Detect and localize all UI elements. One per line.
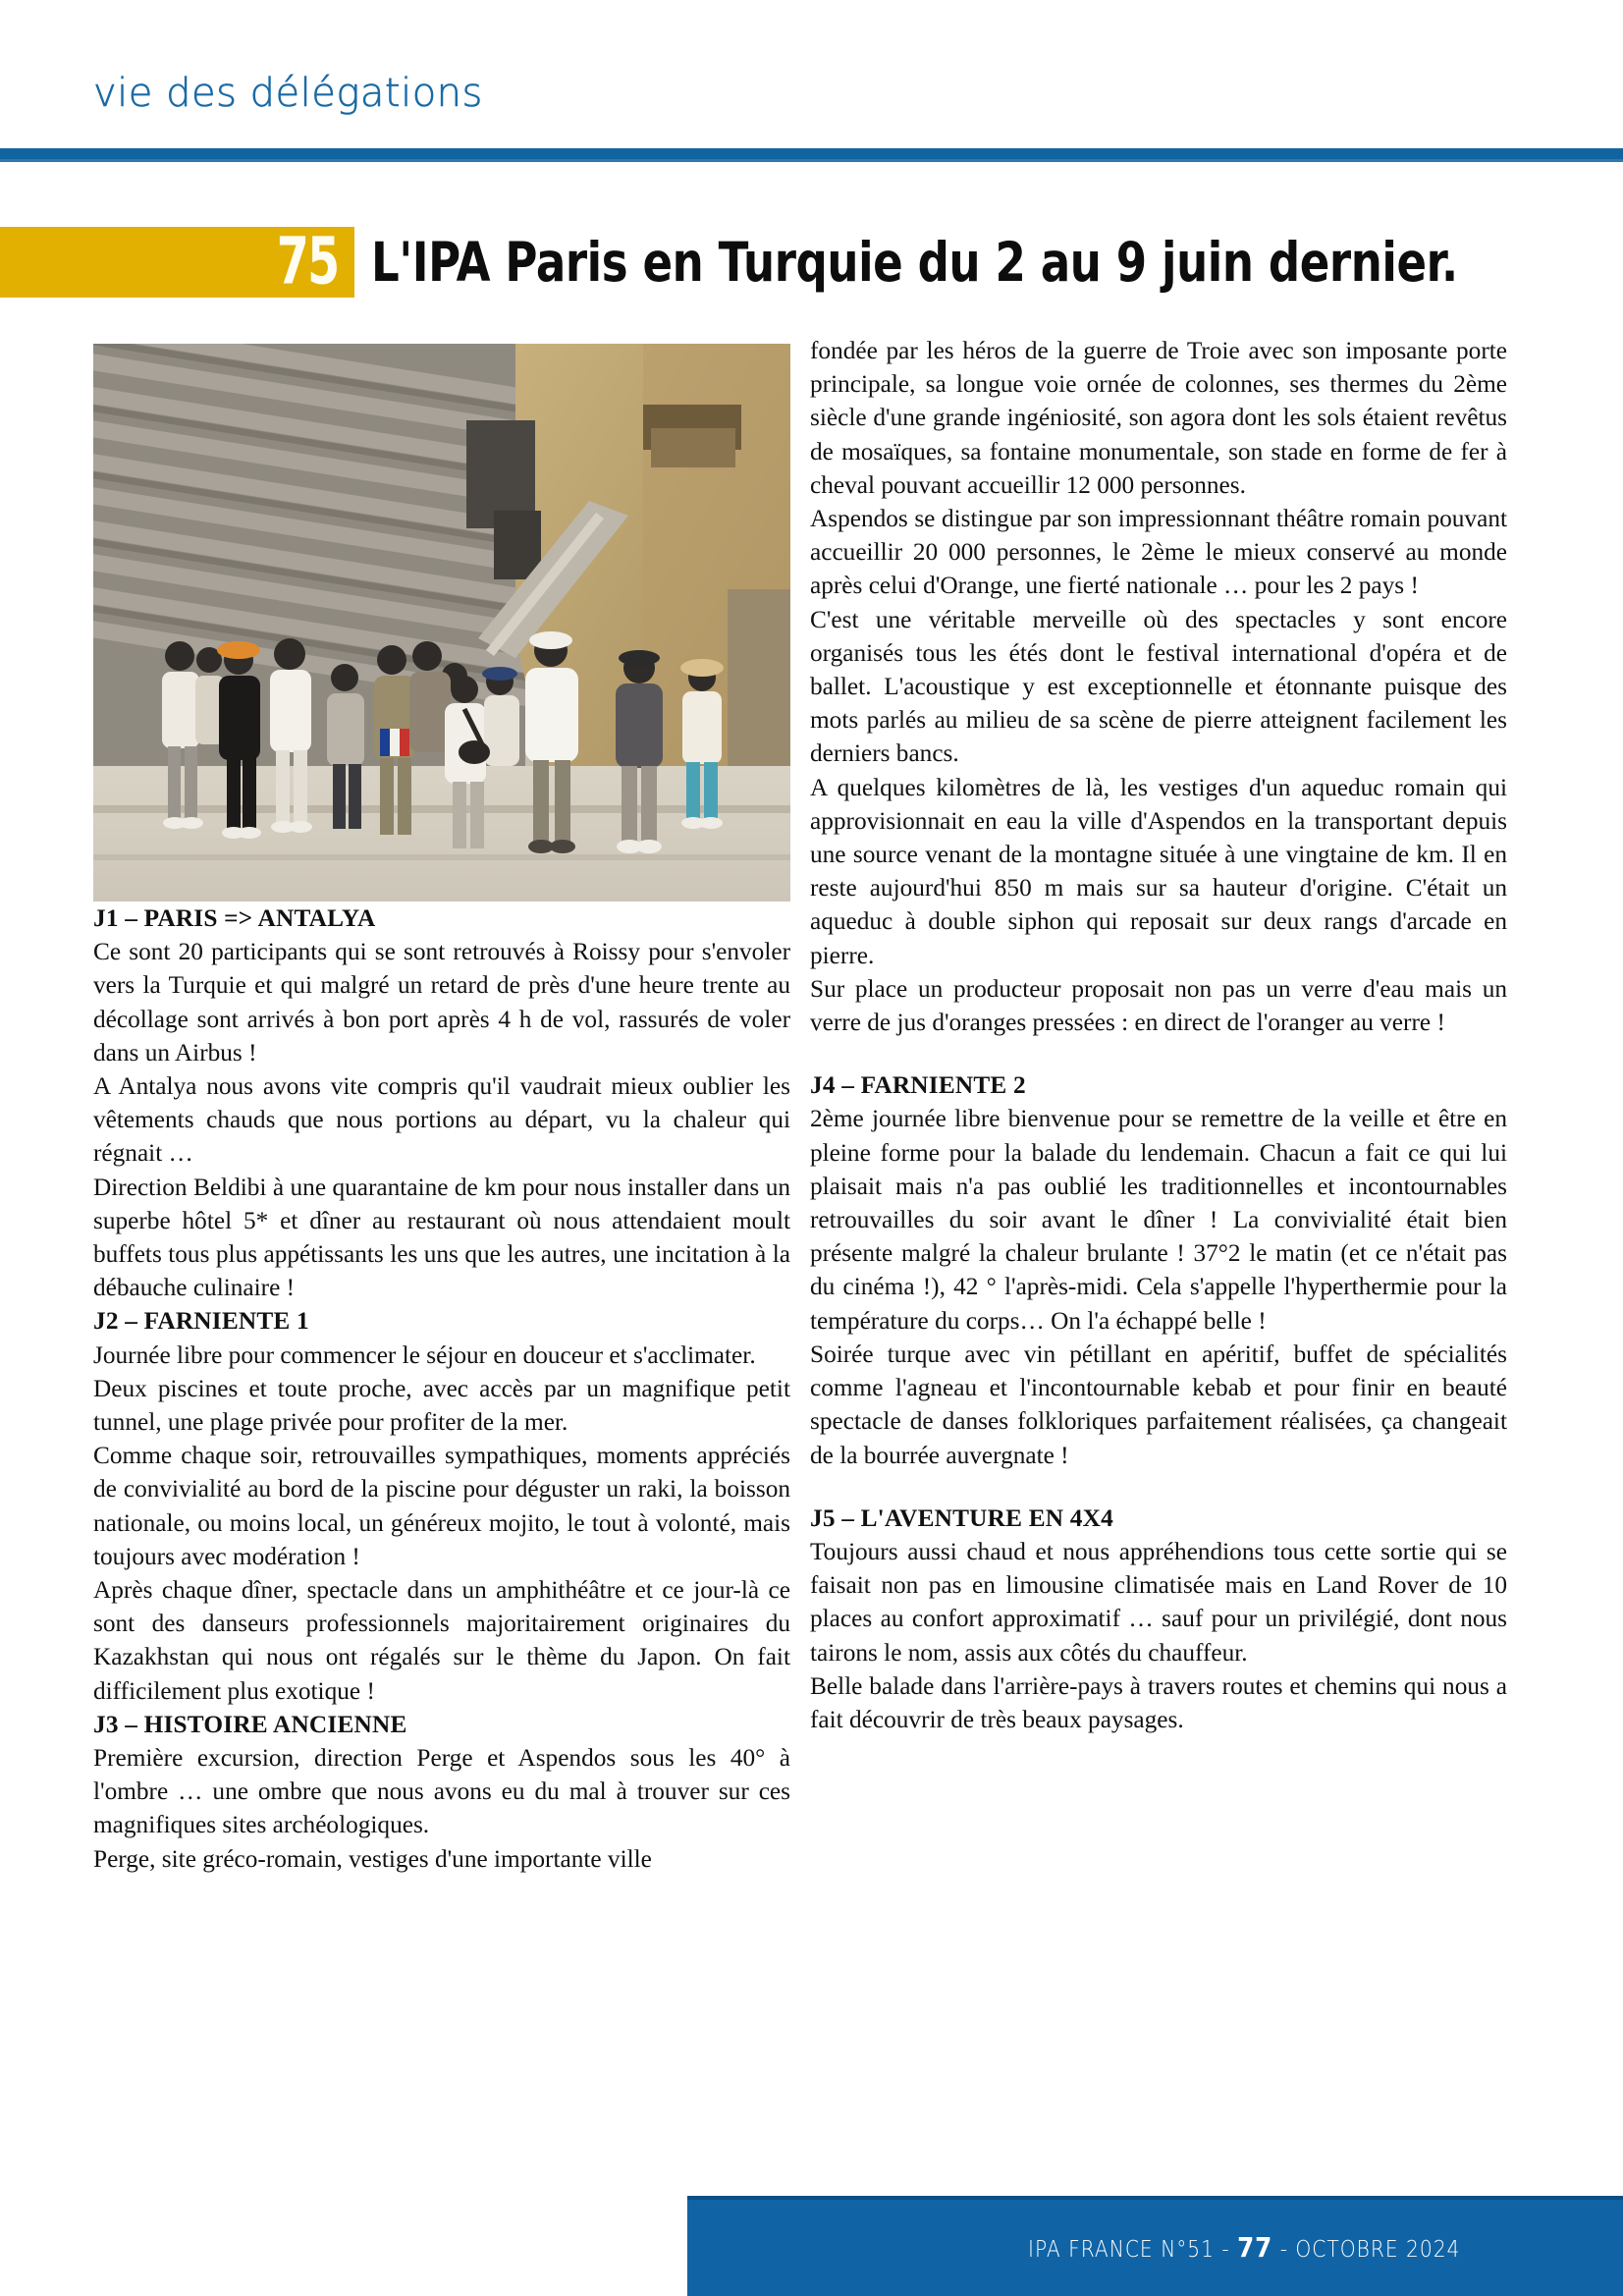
paragraph: Toujours aussi chaud et nous appréhendions tous cette sortie qui se faisait non pas en limousine climatisée mais en Land Rover de 10 places au confort approximatif … sauf pour un privilégié, dont nous tairons le nom, assis aux côtés du chauffeur. xyxy=(810,1537,1507,1667)
article-photo xyxy=(93,344,790,902)
article-title: L'IPA Paris en Turquie du 2 au 9 juin dernier. xyxy=(371,231,1458,294)
paragraph: Sur place un producteur proposait non pas un verre d'eau mais un verre de jus d'oranges pressées : en direct de l'oranger au verre ! xyxy=(810,974,1507,1037)
section-heading-j3: J3 – HISTOIRE ANCIENNE xyxy=(93,1710,407,1738)
paragraph: A quelques kilomètres de là, les vestiges d'un aqueduc romain qui approvisionnait en eau la ville d'Aspendos en la transportant depuis une source venant de la montagne située à une vingtaine de km. Il en reste aujourd'hui 850 m mais sur sa hauteur d'origine. C'était un aqueduc à double siphon qui reposait sur deux rangs d'arcade en pierre. xyxy=(810,773,1507,969)
page-kicker: vie des délégations xyxy=(93,71,483,116)
headline-band xyxy=(0,223,1623,300)
paragraph: Journée libre pour commencer le séjour en douceur et s'acclimater. xyxy=(93,1340,756,1369)
paragraph: fondée par les héros de la guerre de Troie avec son imposante porte principale, sa longue voie ornée de colonnes, ses thermes du 2ème siècle d'une grande ingéniosité, son agora dont les sols étaient revêtus de mosaïques, sa fontaine monumentale, son stade en forme de fer à cheval pouvant accueillir 12 000 personnes. xyxy=(810,337,1507,499)
article-body-right xyxy=(810,334,1507,1736)
footer-publication: IPA FRANCE N°51 - xyxy=(1027,2237,1230,2263)
section-heading-j4: J4 – FARNIENTE 2 xyxy=(810,1071,1026,1100)
footer-page-number: 77 xyxy=(1236,2231,1272,2264)
paragraph: Aspendos se distingue par son impressionnant théâtre romain pouvant accueillir 20 000 personnes, le 2ème le mieux conservé au monde après celui d'Orange, une fierté nationale … pour les 2 pays ! xyxy=(810,505,1507,600)
header-rule xyxy=(0,148,1623,159)
paragraph: Après chaque dîner, spectacle dans un amphithéâtre et ce jour-là ce sont des danseurs professionnels majoritairement originaires du Kazakhstan qui nous ont régalés sur le thème du Japon. On fait difficilement plus exotique ! xyxy=(93,1576,790,1705)
footer-bar xyxy=(687,2196,1623,2296)
article-body-left xyxy=(93,902,790,1876)
paragraph: Ce sont 20 participants qui se sont retrouvés à Roissy pour s'envoler vers la Turquie et qui malgré un retard de près d'une heure trente au décollage sont arrivés à bon port après 4 h de vol, rassurés de voler dans un Airbus ! xyxy=(93,938,790,1066)
footer-credit xyxy=(1028,2231,1460,2264)
paragraph: Deux piscines et toute proche, avec accès par un magnifique petit tunnel, une plage privée pour profiter de la mer. xyxy=(93,1374,790,1437)
section-heading-j5: J5 – L'AVENTURE EN 4X4 xyxy=(810,1503,1113,1532)
paragraph: C'est une véritable merveille où des spectacles y sont encore organisés tous les étés dont le festival international d'opéra et de ballet. L'acoustique y est exceptionnelle et étonnante puisque des mots parlés au milieu de sa scène de pierre atteignent facilement les derniers bancs. xyxy=(810,605,1507,768)
paragraph: Comme chaque soir, retrouvailles sympathiques, moments appréciés de convivialité au bord de la piscine pour déguster un raki, la boisson nationale, ou moins local, un généreux mojito, le tout à volonté, mais toujours avec modération ! xyxy=(93,1442,790,1570)
section-heading-j1: J1 – PARIS => ANTALYA xyxy=(93,904,376,932)
section-heading-j2: J2 – FARNIENTE 1 xyxy=(93,1307,309,1336)
photo-illustration xyxy=(93,344,790,902)
paragraph: Soirée turque avec vin pétillant en apéritif, buffet de spécialités comme l'agneau et l'incontournable kebab et pour finir en beauté spectacle de danses folkloriques parfaitement réalisées, ça changeait de la bourrée auvergnate ! xyxy=(810,1339,1507,1469)
delegation-number-badge xyxy=(0,223,354,300)
paragraph: Première excursion, direction Perge et Aspendos sous les 40° à l'ombre … une ombre que nous avons eu du mal à trouver sur ces magnifiques sites archéologiques. xyxy=(93,1744,790,1839)
paragraph: Direction Beldibi à une quarantaine de km pour nous installer dans un superbe hôtel 5* et dîner au restaurant où nous attendaient moult buffets tous plus appétissants les uns que les autres, une incitation à la débauche culinaire ! xyxy=(93,1173,790,1302)
paragraph: A Antalya nous avons vite compris qu'il vaudrait mieux oublier les vêtements chauds que nous portions au départ, vu la chaleur qui régnait … xyxy=(93,1072,790,1168)
paragraph: Belle balade dans l'arrière-pays à travers routes et chemins qui nous a fait découvrir de très beaux paysages. xyxy=(810,1671,1507,1733)
paragraph: 2ème journée libre bienvenue pour se remettre de la veille et être en pleine forme pour la balade du lendemain. Chacun a fait ce qui lui plaisait mais n'a pas oublié les traditionnelles et incontournables retrouvailles du soir avant le dîner ! La convivialité était bien présente malgré la chaleur brulante ! 37°2 le matin (et ce n'était pas du cinéma !), 42 ° l'après-midi. Cela s'appelle l'hyperthermie pour la température du corps… On l'a échappé belle ! xyxy=(810,1105,1507,1335)
footer-issue-date: - OCTOBRE 2024 xyxy=(1279,2237,1460,2263)
delegation-number: 75 xyxy=(277,223,339,300)
paragraph: Perge, site gréco-romain, vestiges d'une importante ville xyxy=(93,1844,652,1873)
